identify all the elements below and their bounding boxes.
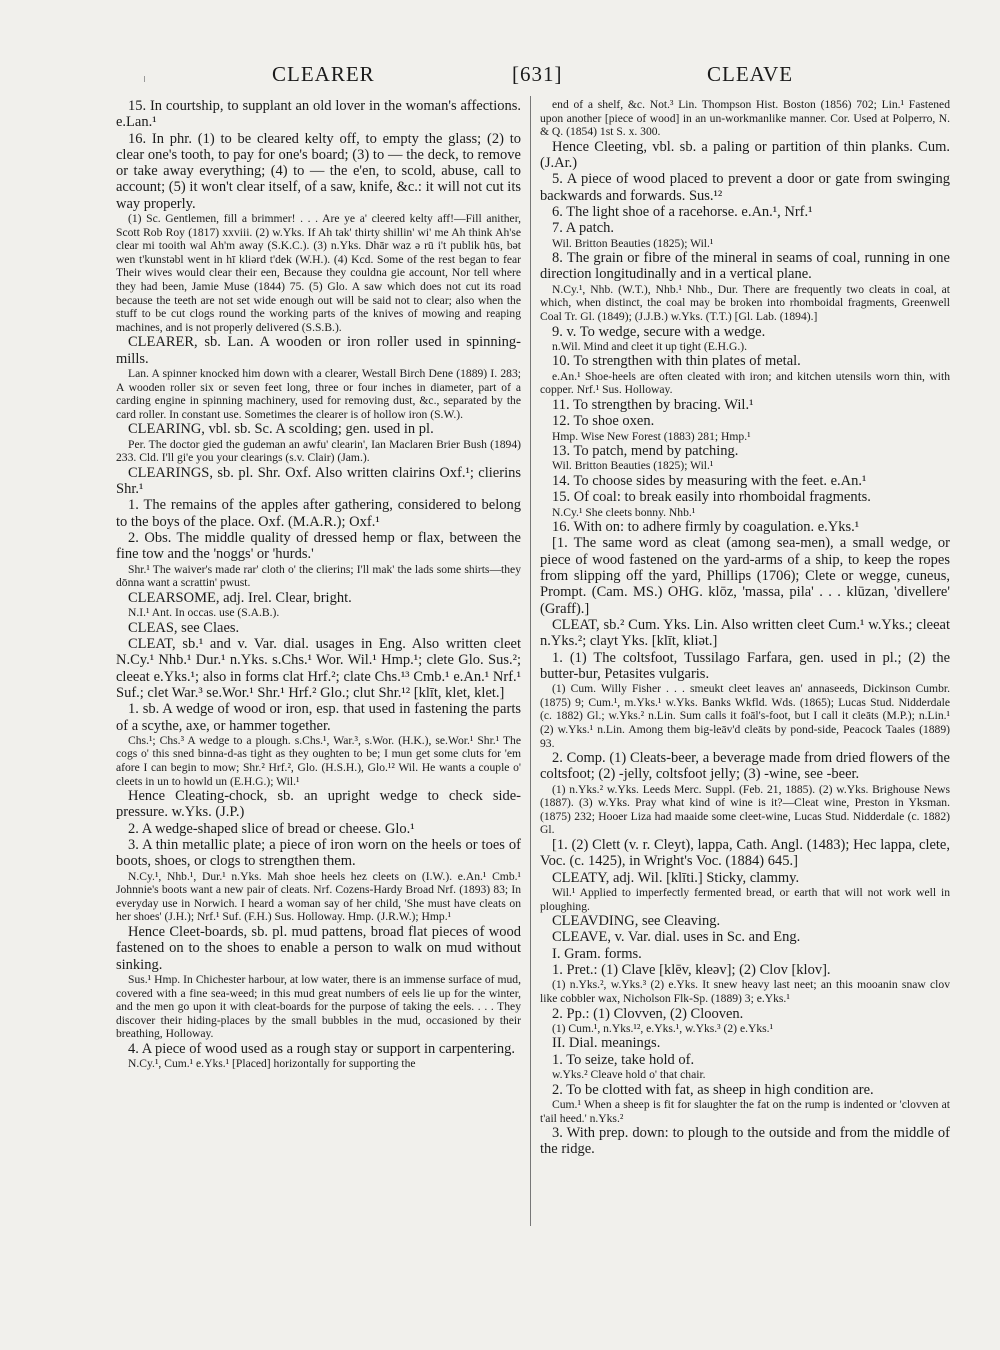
page-header — [0, 62, 1000, 92]
entry-paragraph: Hence Cleeting, vbl. sb. a paling or partition of thin planks. Cum. (J.Ar.) — [540, 138, 950, 172]
entry-paragraph: 3. A thin metallic plate; a piece of iron worn on the heels or toes of boots, shoes, or clogs to strengthen them. — [116, 837, 521, 870]
entry-paragraph: CLEARSOME, adj. Irel. Clear, bright. — [128, 589, 352, 606]
left-headword: CLEARER — [272, 62, 375, 86]
entry-paragraph: Hence Cleet-boards, sb. pl. mud pattens, broad flat pieces of wood fastened on to the shoes to enable a person to walk on mud without sinking. — [116, 924, 521, 973]
entry-paragraph: 1. The remains of the apples after gathering, considered to belong to the boys of the place. Oxf. (M.A.R.); Oxf.¹ — [116, 497, 521, 530]
entry-paragraph: 3. With prep. down: to plough to the outside and from the middle of the ridge. — [540, 1125, 950, 1158]
entry-paragraph: [1. The same word as cleat (among sea-men), a small wedge, or piece of wood fastened on the yard-arms of a ship, to keep the ropes from slipping off the yard, Phillips (1706); Clete or wegge, cuneus, Prompt. (Cam. MS.) OHG. klōz, 'massa, pila' . . . klūzan, 'divellere' (Graff).] — [540, 535, 950, 617]
entry-paragraph: 11. To strengthen by bracing. Wil.¹ — [552, 396, 754, 413]
citation-paragraph: Hmp. Wise New Forest (1883) 281; Hmp.¹ — [552, 429, 751, 443]
citation-paragraph: Wil. Britton Beauties (1825); Wil.¹ — [552, 459, 714, 473]
entry-paragraph: II. Dial. meanings. — [552, 1035, 661, 1052]
entry-paragraph: 12. To shoe oxen. — [552, 413, 655, 430]
entry-paragraph: 1. (1) The coltsfoot, Tussilago Farfara, gen. used in pl.; (2) the butter-bur, Petasites vulgaris. — [540, 649, 950, 682]
column-divider — [530, 96, 531, 1226]
entry-paragraph: 15. In courtship, to supplant an old lover in the woman's affections. e.Lan.¹ — [116, 98, 521, 131]
citation-paragraph: w.Yks.² Cleave hold o' that chair. — [552, 1068, 706, 1082]
entry-paragraph: 15. Of coal: to break easily into rhomboidal fragments. — [552, 489, 871, 506]
entry-paragraph: CLEAT, sb.¹ and v. Var. dial. usages in Eng. Also written cleet N.Cy.¹ Nhb.¹ Dur.¹ n.Yks. s.Chs.¹ Wor. Wil.¹ Hmp.¹; clete Glo. Sus.²; cleeat e.Yks.¹; also in forms clat Hrf.²; clate Chs.¹³ Cmb.¹ e.An.¹ Nrf.¹ Suf.; clet War.³ se.Wor.¹ Shr.¹ Hrf.² Glo.; clut Shr.¹² [klīt, klet, klet.] — [116, 636, 521, 701]
entry-paragraph: 10. To strengthen with thin plates of metal. — [552, 353, 801, 370]
citation-paragraph: Lan. A spinner knocked him down with a clearer, Westall Birch Dene (1889) I. 283; A wooden roller six or seven feet long, three or four inches in diameter, part of a carding engine in spinning machinery, used for removing dust, &c., separated by the card roller. In constant use. Sometimes the clearer is of hollow iron (S.W.). — [116, 367, 521, 421]
entry-paragraph: CLEAT, sb.² Cum. Yks. Lin. Also written cleet Cum.¹ w.Yks.; cleeat n.Yks.²; clayt Yks. [klīt, kliət.] — [540, 616, 950, 650]
entry-paragraph: 1. sb. A wedge of wood or iron, esp. that used in fastening the parts of a scythe, axe, or hammer together. — [116, 701, 521, 734]
entry-paragraph: 13. To patch, mend by patching. — [552, 443, 739, 460]
entry-paragraph: 5. A piece of wood placed to prevent a door or gate from swinging backwards and forwards. Sus.¹² — [540, 171, 950, 204]
entry-paragraph: CLEARINGS, sb. pl. Shr. Oxf. Also written clairins Oxf.¹; clierins Shr.¹ — [116, 464, 521, 498]
right-headword: CLEAVE — [707, 62, 794, 86]
entry-paragraph: 6. The light shoe of a racehorse. e.An.¹, Nrf.¹ — [552, 203, 813, 220]
entry-paragraph: CLEAVDING, see Cleaving. — [552, 913, 721, 930]
citation-paragraph: N.Cy.¹ She cleets bonny. Nhb.¹ — [552, 505, 696, 519]
citation-paragraph: end of a shelf, &c. Not.³ Lin. Thompson Hist. Boston (1856) 702; Lin.¹ Fastened upon another [piece of wood] in an un-workmanlike manner. Cor. Used at Polperro, N. & Q. (1854) 1st S. x. 300. — [540, 98, 950, 139]
entry-paragraph: 7. A patch. — [552, 220, 615, 237]
entry-paragraph: CLEARER, sb. Lan. A wooden or iron roller used in spinning-mills. — [116, 334, 521, 367]
citation-paragraph: e.An.¹ Shoe-heels are often cleated with iron; and kitchen utensils worn thin, with copper. Nrf.¹ Sus. Holloway. — [540, 369, 950, 397]
citation-paragraph: N.I.¹ Ant. In occas. use (S.A.B.). — [128, 606, 280, 620]
entry-paragraph: 16. In phr. (1) to be cleared kelty off, to empty the glass; (2) to clear one's tooth, to pay for one's board; (3) to — the deck, to remove or take away everything; (4) to — the e'en, to scold, abuse, call to account; (5) it won't clear itself, of a saw, knife, &c.: it will not cut its way properly. — [116, 130, 521, 212]
entry-paragraph: 2. To be clotted with fat, as sheep in high condition are. — [552, 1081, 874, 1098]
entry-paragraph: CLEAVE, v. Var. dial. uses in Sc. and Eng. — [552, 929, 801, 946]
entry-paragraph: CLEATY, adj. Wil. [klīti.] Sticky, clammy. — [552, 869, 800, 886]
citation-paragraph: Sus.¹ Hmp. In Chichester harbour, at low water, there is an immense surface of mud, covered with a fine sea-weed; in this mud great numbers of eels lie up for the winter, and the men go upon it with cleat-boards for the purpose of taking the eels. . . . They discover their hiding-places by the small bubbles in the mud, occasioned by their breathing, Holloway. — [116, 972, 521, 1041]
entry-paragraph: 2. Pp.: (1) Clovven, (2) Clooven. — [552, 1005, 744, 1022]
citation-paragraph: Cum.¹ When a sheep is fit for slaughter the fat on the rump is indented or 'clovven at t'ail heed.' n.Yks.² — [540, 1097, 950, 1125]
left-column — [116, 98, 521, 1228]
citation-paragraph: Shr.¹ The waiver's made rar' cloth o' the clierins; I'll mak' the lads some shirts—they dōnna want a scrattin' pwust. — [116, 562, 521, 590]
entry-paragraph: 14. To choose sides by measuring with the feet. e.An.¹ — [552, 472, 867, 489]
citation-paragraph: (1) Cum.¹, n.Yks.¹², e.Yks.¹, w.Yks.³ (2) e.Yks.¹ — [552, 1021, 774, 1035]
citation-paragraph: (1) Sc. Gentlemen, fill a brimmer! . . . Are ye a' cleered kelty aff!—Fill anither, Scott Rob Roy (1817) xxviii. (2) w.Yks. If Ah tak' thirty shillin' wi' me Ah think Ah'se clear mi tooith wal Ah'm away (S.K.C.). (3) n.Yks. Dhār waz ə rū i't publik hūs, bət wen t'kunstəbl went in hī kliərd t'dek (W.H.). (4) Kcd. Some of the rest began to fear Their wives would clear their een, Because they couldna gie account, Nor tell where they had been, Jamie Muse (1844) 75. (5) Glo. A saw which does not cut its road because the teeth are not set wide enough out will be said not to clear; also when the stuff to be cut clogs round the working parts of the knives of mowing and reaping machines, and is not properly delivered (S.S.B.). — [116, 212, 521, 334]
entry-paragraph: 2. A wedge-shaped slice of bread or cheese. Glo.¹ — [128, 820, 415, 837]
citation-paragraph: N.Cy.¹, Nhb. (W.T.), Nhb.¹ Nhb., Dur. There are frequently two cleats in coal, at which, when distinct, the coal may be broken into rhomboidal fragments, Greenwell Coal Tr. Gl. (1849); (J.J.B.) w.Yks. (T.T.) [Gl. Lab. (1894).] — [540, 282, 950, 323]
entry-paragraph: 2. Comp. (1) Cleats-beer, a beverage made from dried flowers of the coltsfoot; (2) -jelly, coltsfoot jelly; (3) -wine, see -beer. — [540, 750, 950, 783]
entry-paragraph: Hence Cleating-chock, sb. an upright wedge to check side-pressure. w.Yks. (J.P.) — [116, 788, 521, 821]
citation-paragraph: Wil.¹ Applied to imperfectly fermented bread, or earth that will not work well in ploughing. — [540, 885, 950, 913]
entry-paragraph: CLEAS, see Claes. — [128, 619, 240, 636]
citation-paragraph: (1) n.Yks.² w.Yks. Leeds Merc. Suppl. (Feb. 21, 1885). (2) w.Yks. Brighouse News (1887). (3) w.Yks. Pray what kind of wine is it?—Cleat wine, Preston in Yksman. (1875) 232; Hooer Liza had maaide some cleet-wine, Lucas Stud. Nidderdale (c. 1882) Gl. — [540, 782, 950, 837]
citation-paragraph: N.Cy.¹, Nhb.¹, Dur.¹ n.Yks. Mah shoe heels hez cleets on (I.W.). e.An.¹ Cmb.¹ Johnnie's boots want a new pair of cleats. Nrf. Cozens-Hardy Broad Nrf. (1893) 83; In everyday use in Norwich. I heard a woman say of her child, 'She must have cleats on her shoes' (J.H.); Nrf.¹ Suf. (F.H.) Sus. Holloway. Hmp. (J.R.W.); Hmp.¹ — [116, 869, 521, 924]
citation-paragraph: Per. The doctor gied the gudeman an awfu' clearin', Ian Maclaren Brier Bush (1894) 233. Cld. I'll gi'e you your clearings (s.v. Clair) (Jam.). — [116, 437, 521, 465]
citation-paragraph: n.Wil. Mind and cleet it up tight (E.H.G.). — [552, 339, 747, 353]
right-column — [540, 98, 950, 1228]
entry-paragraph: CLEARING, vbl. sb. Sc. A scolding; gen. used in pl. — [128, 421, 434, 438]
citation-paragraph: (1) n.Yks.², w.Yks.³ (2) e.Yks. It snew heavy last neet; an this mooanin snaw clov like cobbler wax, Nicholson Flk-Sp. (1889) 3; e.Yks.¹ — [540, 978, 950, 1005]
entry-paragraph: 9. v. To wedge, secure with a wedge. — [552, 323, 766, 340]
entry-paragraph: 1. Pret.: (1) Clave [klēv, kleəv]; (2) Clov [klov]. — [552, 962, 831, 979]
citation-paragraph: N.Cy.¹, Cum.¹ e.Yks.¹ [Placed] horizontally for supporting the — [128, 1057, 416, 1071]
entry-paragraph: 2. Obs. The middle quality of dressed hemp or flax, between the fine tow and the 'noggs' or 'hurds.' — [116, 530, 521, 563]
entry-paragraph: 4. A piece of wood used as a rough stay or support in carpentering. — [128, 1040, 515, 1057]
entry-paragraph: [1. (2) Clett (v. r. Cleyt), lappa, Cath. Angl. (1483); Hec lappa, clete, Voc. (c. 1425), in Wright's Voc. (1884) 645.] — [540, 837, 950, 870]
citation-paragraph: Chs.¹; Chs.³ A wedge to a plough. s.Chs.¹, War.³, s.Wor. (H.K.), se.Wor.¹ Shr.¹ The cogs o' this sned binna-d-as tight as they oughten to be; I mun get some cluts for 'em afore I can begin to mow; Shr.² Hrf.², Glo. (H.S.H.), Glo.¹² Wil. He wants a couple o' cleets in un to howld un (E.H.G.); Wil.¹ — [116, 733, 521, 788]
citation-paragraph: Wil. Britton Beauties (1825); Wil.¹ — [552, 236, 714, 250]
citation-paragraph: (1) Cum. Willy Fisher . . . smeukt cleet leaves an' annaseeds, Dickinson Cumbr. (1875) 9; Cum.¹, m.Yks.¹ w.Yks. Banks Wkfld. Wds. (1865); Lucas Stud. Nidderdale (c. 1882) Gl.; w.Yks.² n.Lin. Sum calls it foāl's-foot, but I call it cleāts (M.P.); n.Lin.¹ (2) w.Yks.¹ n.Lin. Among them big-leāv'd cleāts by pond-side, Peacock Taales (1889) 93. — [540, 682, 950, 750]
entry-paragraph: 1. To seize, take hold of. — [552, 1051, 695, 1068]
page-number: [631] — [512, 62, 563, 86]
entry-paragraph: I. Gram. forms. — [552, 945, 642, 962]
entry-paragraph: 8. The grain or fibre of the mineral in seams of coal, running in one direction longitudinally and in a vertical plane. — [540, 250, 950, 283]
entry-paragraph: 16. With on: to adhere firmly by coagulation. e.Yks.¹ — [552, 519, 860, 536]
